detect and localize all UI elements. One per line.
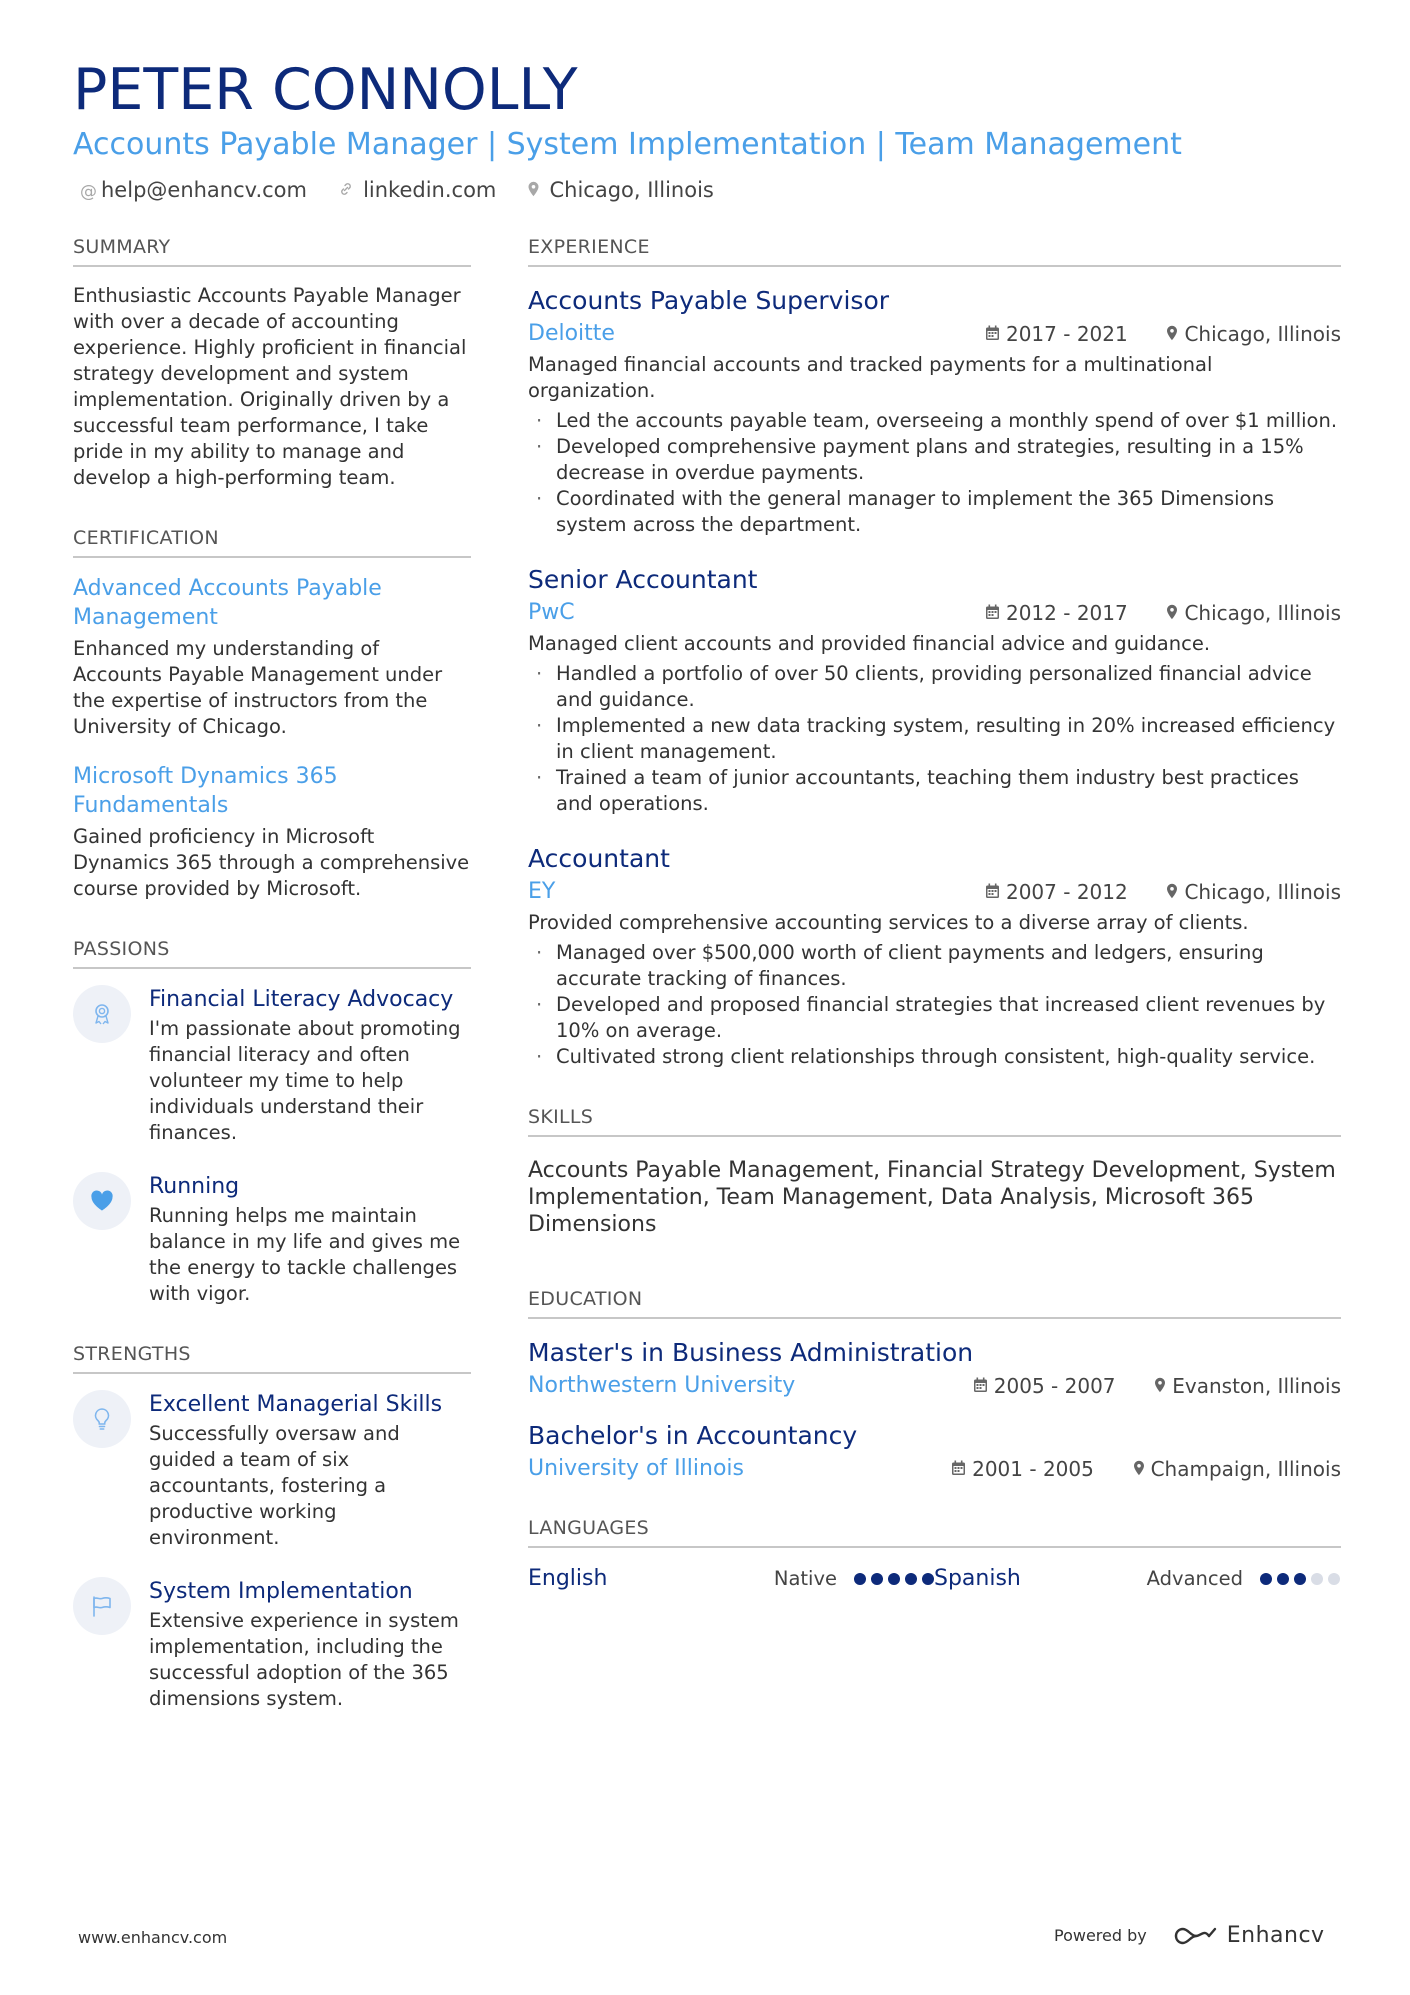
education-meta bbox=[973, 1374, 1341, 1398]
job-dates: 2007 - 2012 bbox=[1005, 879, 1128, 904]
languages-section bbox=[528, 1517, 1341, 1591]
job-bullets bbox=[528, 940, 1341, 1070]
company-name: EY bbox=[528, 879, 556, 904]
language-rating bbox=[849, 1573, 934, 1585]
passion-text: Running helps me maintain balance in my life and gives me the energy to tackle challenges with vigor. bbox=[149, 1204, 461, 1305]
job-bullet: · Led the accounts payable team, overseeing a monthly spend of over $1 million. bbox=[528, 408, 1341, 434]
calendar-icon bbox=[985, 605, 1000, 625]
left-column bbox=[73, 236, 471, 1748]
job-entry bbox=[528, 843, 1341, 1070]
language-name: Spanish bbox=[934, 1566, 1021, 1591]
flag-icon bbox=[73, 1577, 131, 1635]
rating-dot-filled bbox=[922, 1573, 934, 1585]
contact-location bbox=[527, 178, 714, 202]
strengths-section bbox=[73, 1343, 471, 1712]
language-name: English bbox=[528, 1566, 608, 1591]
passion-title: Financial Literacy Advocacy bbox=[149, 987, 454, 1012]
heart-icon bbox=[73, 1172, 131, 1230]
strengths-heading: STRENGTHS bbox=[73, 1343, 471, 1374]
contact-email[interactable] bbox=[80, 178, 307, 202]
linkedin-text: linkedin.com bbox=[363, 178, 497, 202]
education-location: Champaign, Illinois bbox=[1150, 1456, 1341, 1481]
education-entry bbox=[528, 1337, 1341, 1398]
location-pin-icon bbox=[1166, 326, 1178, 346]
brand-name: Enhancv bbox=[1226, 1923, 1325, 1948]
job-location: Chicago, Illinois bbox=[1184, 600, 1341, 625]
rating-dot-filled bbox=[888, 1573, 900, 1585]
location-pin-icon bbox=[1133, 1461, 1145, 1481]
rating-dot-filled bbox=[871, 1573, 883, 1585]
rating-dot-filled bbox=[854, 1573, 866, 1585]
skills-section bbox=[528, 1106, 1341, 1238]
job-description: Managed financial accounts and tracked payments for a multinational organization. bbox=[528, 353, 1213, 402]
location-pin-icon bbox=[1166, 884, 1178, 904]
job-bullet: · Coordinated with the general manager to implement the 365 Dimensions system across the department. bbox=[528, 486, 1341, 538]
job-meta bbox=[985, 601, 1341, 625]
language-item bbox=[528, 1566, 934, 1591]
enhancv-logo-icon bbox=[1173, 1925, 1219, 1947]
contact-bar bbox=[80, 178, 738, 202]
job-entry bbox=[528, 564, 1341, 817]
education-dates: 2005 - 2007 bbox=[993, 1373, 1116, 1398]
certification-title: Advanced Accounts Payable Management bbox=[73, 576, 382, 630]
job-bullets bbox=[528, 661, 1341, 817]
job-title: Senior Accountant bbox=[528, 565, 758, 594]
link-icon bbox=[338, 182, 359, 202]
location-pin-icon bbox=[1166, 605, 1178, 625]
calendar-icon bbox=[985, 326, 1000, 346]
rating-dot-filled bbox=[905, 1573, 917, 1585]
candidate-name: PETER CONNOLLY bbox=[73, 57, 578, 123]
job-location: Chicago, Illinois bbox=[1184, 321, 1341, 346]
degree-title: Bachelor's in Accountancy bbox=[528, 1421, 858, 1450]
education-meta bbox=[951, 1457, 1341, 1481]
location-pin-icon bbox=[1154, 1378, 1166, 1398]
job-bullet: · Handled a portfolio of over 50 clients, providing personalized financial advice and guidance. bbox=[528, 661, 1341, 713]
job-meta bbox=[985, 322, 1341, 346]
passion-title: Running bbox=[149, 1174, 240, 1199]
rating-dot-filled bbox=[1260, 1573, 1272, 1585]
school-name: Northwestern University bbox=[528, 1373, 796, 1398]
location-text: Chicago, Illinois bbox=[549, 178, 714, 202]
job-bullet: · Managed over $500,000 worth of client payments and ledgers, ensuring accurate tracking of finances. bbox=[528, 940, 1341, 992]
location-pin-icon bbox=[527, 182, 545, 202]
job-bullet: · Developed and proposed financial strategies that increased client revenues by 10% on average. bbox=[528, 992, 1341, 1044]
experience-heading: EXPERIENCE bbox=[528, 236, 1341, 267]
job-dates: 2012 - 2017 bbox=[1005, 600, 1128, 625]
rating-dot-filled bbox=[1277, 1573, 1289, 1585]
job-dates: 2017 - 2021 bbox=[1005, 321, 1128, 346]
language-item bbox=[934, 1566, 1340, 1591]
certification-text: Enhanced my understanding of Accounts Payable Management under the expertise of instructors from the University of Chicago. bbox=[73, 637, 443, 738]
calendar-icon bbox=[985, 884, 1000, 904]
education-heading: EDUCATION bbox=[528, 1288, 1341, 1319]
job-bullet: · Developed comprehensive payment plans and strategies, resulting in a 15% decrease in overdue payments. bbox=[528, 434, 1341, 486]
company-name: PwC bbox=[528, 600, 575, 625]
lightbulb-icon bbox=[73, 1390, 131, 1448]
skills-text: Accounts Payable Management, Financial Strategy Development, System Implementation, Team Management, Data Analysis, Microsoft 365 Dimensions bbox=[528, 1158, 1336, 1237]
school-name: University of Illinois bbox=[528, 1456, 744, 1481]
certification-text: Gained proficiency in Microsoft Dynamics 365 through a comprehensive course provided by Microsoft. bbox=[73, 825, 470, 900]
powered-by-text: Powered by bbox=[1054, 1926, 1147, 1945]
strength-text: Extensive experience in system implementation, including the successful adoption of the 365 dimensions system. bbox=[149, 1609, 459, 1710]
job-description: Managed client accounts and provided financial advice and guidance. bbox=[528, 632, 1211, 655]
education-entry bbox=[528, 1420, 1341, 1481]
email-text: help@enhancv.com bbox=[101, 178, 307, 202]
rating-dot-empty bbox=[1311, 1573, 1323, 1585]
certification-item bbox=[73, 762, 471, 902]
calendar-icon bbox=[973, 1378, 988, 1398]
education-dates: 2001 - 2005 bbox=[972, 1456, 1094, 1481]
certification-heading: CERTIFICATION bbox=[73, 527, 471, 558]
job-bullets bbox=[528, 408, 1341, 538]
languages-heading: LANGUAGES bbox=[528, 1517, 1341, 1548]
job-bullet: · Cultivated strong client relationships through consistent, high-quality service. bbox=[528, 1044, 1341, 1070]
education-location: Evanston, Illinois bbox=[1172, 1373, 1341, 1398]
certification-item bbox=[73, 574, 471, 740]
job-title: Accountant bbox=[528, 844, 670, 873]
award-icon bbox=[73, 985, 131, 1043]
summary-section bbox=[73, 236, 471, 491]
company-name: Deloitte bbox=[528, 321, 615, 346]
right-column bbox=[528, 236, 1341, 1591]
summary-heading: SUMMARY bbox=[73, 236, 471, 267]
strength-item bbox=[73, 1577, 471, 1712]
passions-heading: PASSIONS bbox=[73, 938, 471, 969]
job-bullet: · Trained a team of junior accountants, teaching them industry best practices and operations. bbox=[528, 765, 1341, 817]
at-icon: @ bbox=[80, 182, 97, 202]
strength-item bbox=[73, 1390, 471, 1551]
job-bullet: · Implemented a new data tracking system, resulting in 20% increased efficiency in client management. bbox=[528, 713, 1341, 765]
language-level: Advanced bbox=[1146, 1567, 1243, 1590]
certification-title: Microsoft Dynamics 365 Fundamentals bbox=[73, 764, 338, 818]
job-entry bbox=[528, 285, 1341, 538]
footer-website[interactable]: www.enhancv.com bbox=[78, 1928, 228, 1947]
passion-item bbox=[73, 985, 471, 1146]
language-level: Native bbox=[773, 1567, 837, 1590]
footer-brand bbox=[1054, 1923, 1325, 1948]
education-section bbox=[528, 1288, 1341, 1481]
strength-title: Excellent Managerial Skills bbox=[149, 1392, 443, 1417]
passion-item bbox=[73, 1172, 471, 1307]
job-meta bbox=[985, 880, 1341, 904]
certification-section bbox=[73, 527, 471, 902]
passion-text: I'm passionate about promoting financial literacy and often volunteer my time to help individuals understand their finances. bbox=[149, 1017, 461, 1144]
strength-text: Successfully oversaw and guided a team of six accountants, fostering a productive working environment. bbox=[149, 1422, 400, 1549]
rating-dot-filled bbox=[1294, 1573, 1306, 1585]
headline: Accounts Payable Manager | System Implementation | Team Management bbox=[73, 127, 1182, 162]
skills-heading: SKILLS bbox=[528, 1106, 1341, 1137]
summary-text: Enthusiastic Accounts Payable Manager with over a decade of accounting experience. Highly proficient in financial strategy development and system implementation. Originally driven by a successful team performance, I take pride in my ability to manage and develop a high-performing team. bbox=[73, 284, 467, 489]
degree-title: Master's in Business Administration bbox=[528, 1338, 974, 1367]
experience-section bbox=[528, 236, 1341, 1070]
strength-title: System Implementation bbox=[149, 1579, 413, 1604]
calendar-icon bbox=[951, 1461, 966, 1481]
language-rating bbox=[1255, 1573, 1340, 1585]
job-title: Accounts Payable Supervisor bbox=[528, 286, 890, 315]
job-location: Chicago, Illinois bbox=[1184, 879, 1341, 904]
contact-linkedin[interactable] bbox=[338, 178, 497, 202]
rating-dot-empty bbox=[1328, 1573, 1340, 1585]
job-description: Provided comprehensive accounting services to a diverse array of clients. bbox=[528, 911, 1249, 934]
passions-section bbox=[73, 938, 471, 1307]
